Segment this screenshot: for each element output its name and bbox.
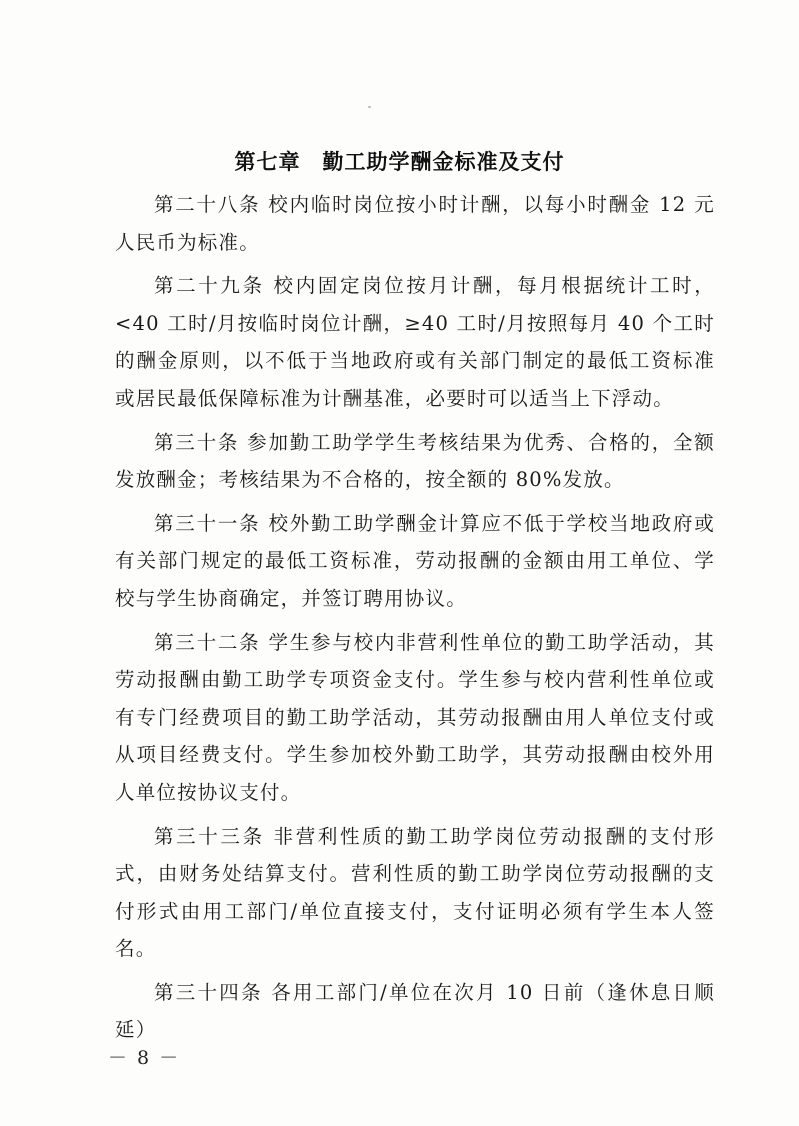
article-28: 第二十八条 校内临时岗位按小时计酬，以每小时酬金 12 元人民币为标准。 (115, 193, 715, 254)
article-32: 第三十二条 学生参与校内非营利性单位的勤工助学活动，其劳动报酬由勤工助学专项资金支付。学生参与校内营利性单位或有专门经费项目的勤工助学活动，其劳动报酬由用人单位支付或从项目经费支付。学生参加校外勤工助学，其劳动报酬由校外用人单位按协议支付。 (115, 630, 715, 804)
chapter-title: 第七章 勤工助学酬金标准及支付 (234, 150, 565, 174)
article-33: 第三十三条 非营利性质的勤工助学岗位劳动报酬的支付形式，由财务处结算支付。营利性质的勤工助学岗位劳动报酬的支付形式由用工部门/单位直接支付，支付证明必须有学生本人签名。 (115, 824, 715, 961)
article-29: 第二十九条 校内固定岗位按月计酬，每月根据统计工时，<40 工时/月按临时岗位计酬，≥40 工时/月按照每月 40 个工时的酬金原则，以不低于当地政府或有关部门制定的最低工资标准或居民最低保障标准为计酬基准，必要时可以适当上下浮动。 (115, 274, 715, 410)
page-number: － 8 － (108, 1047, 181, 1069)
scan-speck (368, 106, 371, 108)
article-30: 第三十条 参加勤工助学学生考核结果为优秀、合格的，全额发放酬金；考核结果为不合格的，按全额的 80%发放。 (115, 430, 715, 492)
article-31: 第三十一条 校外勤工助学酬金计算应不低于学校当地政府或有关部门规定的最低工资标准，劳动报酬的金额由用工单位、学校与学生协商确定，并签订聘用协议。 (115, 511, 715, 610)
document-body (115, 186, 715, 1049)
article-34: 第三十四条 各用工部门/单位在次月 10 日前（逢休息日顺延） (115, 980, 715, 1042)
